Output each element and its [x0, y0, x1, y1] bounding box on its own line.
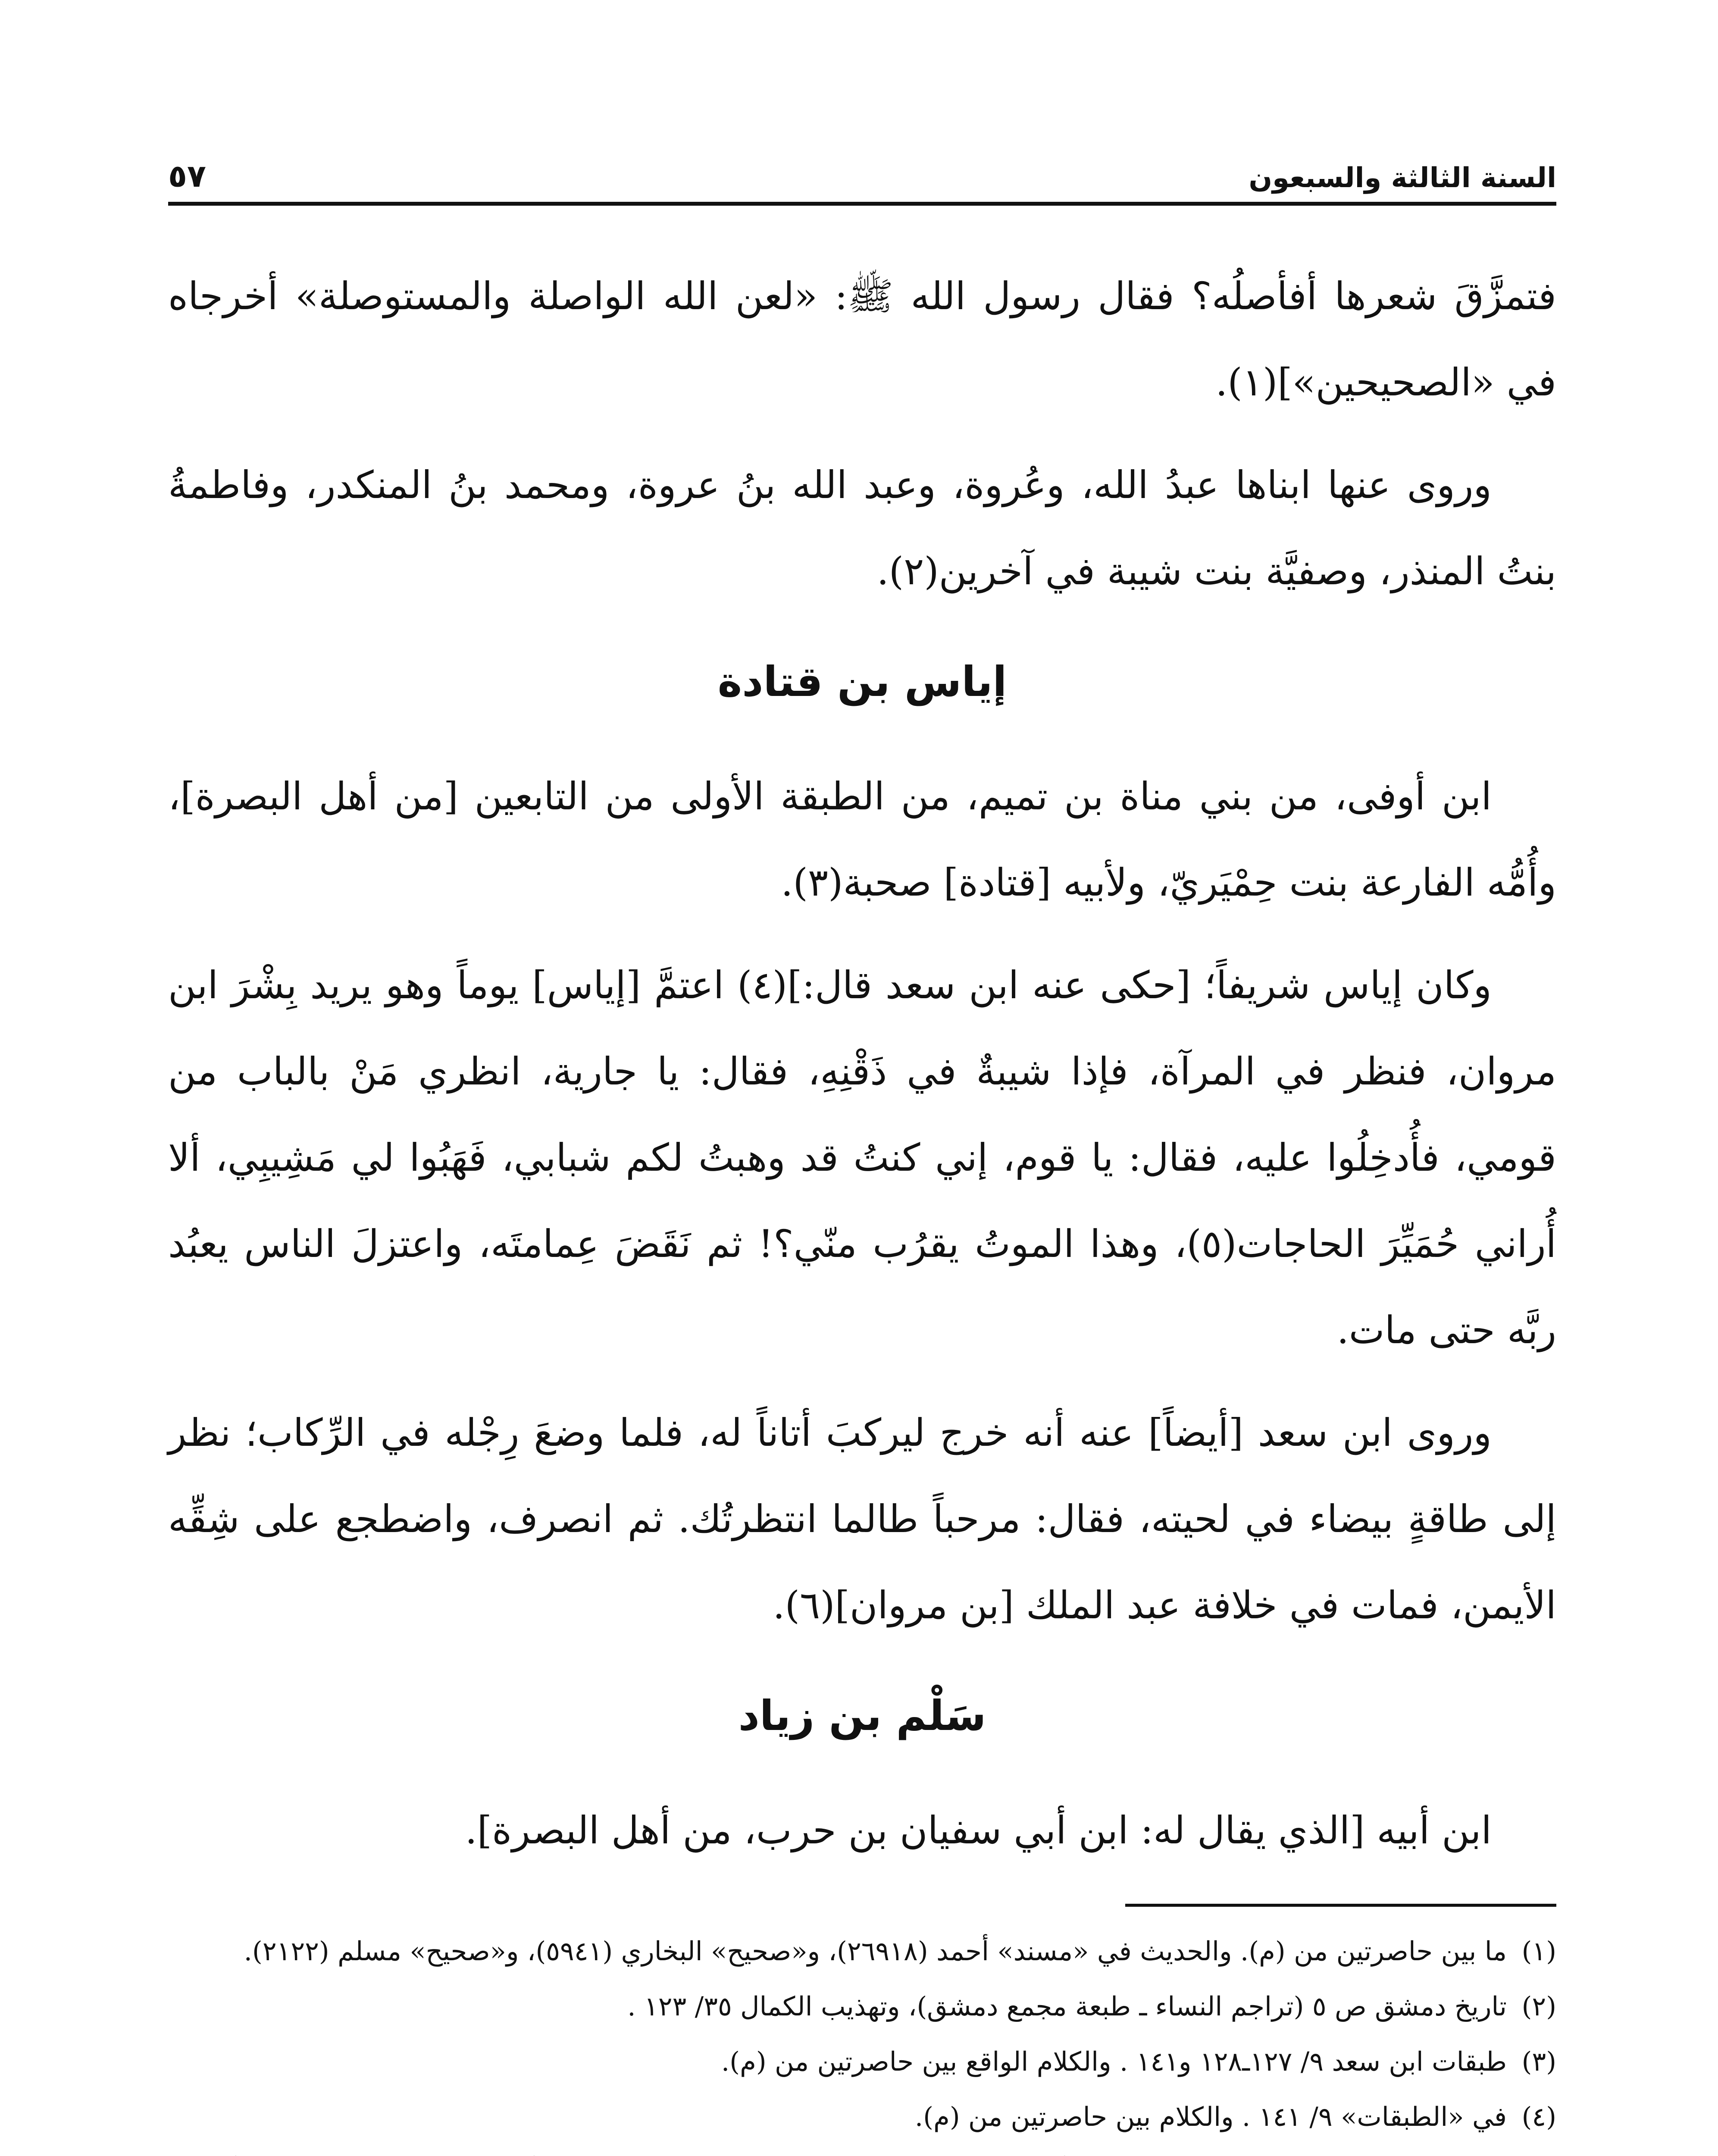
paragraph: ابن أوفى، من بني مناة بن تميم، من الطبقة الأولى من التابعين [من أهل البصرة]، وأُمُّه الفارعة بنت حِمْيَريّ، ولأبيه [قتادة] صحبة(٣).: [168, 774, 1556, 905]
paragraph: وروى ابن سعد [أيضاً] عنه أنه خرج ليركبَ أتاناً له، فلما وضعَ رِجْله في الرِّكاب؛ نظر إلى طاقةٍ بيضاء في لحيته، فقال: مرحباً طالما انتظرتُك. ثم انصرف، واضطجع على شِقِّه الأيمن، فمات في خلافة عبد الملك [بن مروان](٦).: [168, 1410, 1556, 1627]
footnote: [168, 1981, 1556, 2032]
footnote-number: [1507, 2147, 1556, 2156]
footnote-number: (٤): [1521, 2102, 1556, 2132]
footnote-text: في «الطبقات» ٩/ ١٤١ . والكلام بين حاصرتين من (م).: [914, 2102, 1507, 2132]
footnote-divider: [1125, 1904, 1556, 1907]
footnote: [168, 2092, 1556, 2143]
footnote: [168, 2147, 1556, 2156]
paragraph: وروى عنها ابناها عبدُ الله، وعُروة، وعبد الله بنُ عروة، ومحمد بنُ المنكدر، وفاطمةُ بنتُ المنذر، وصفيَّة بنت شيبة في آخرين(٢).: [168, 463, 1556, 593]
running-header: [168, 129, 1556, 206]
paragraph: ابن أبيه [الذي يقال له: ابن أبي سفيان بن حرب، من أهل البصرة].: [465, 1808, 1492, 1852]
paragraph: فتمزَّقَ شعرها أفأصلُه؟ فقال رسول الله ﷺ: «لعن الله الواصلة والمستوصلة» أخرجاه في «الصحيحين»](١).: [168, 274, 1556, 404]
page-content: [168, 129, 1556, 2156]
section-heading: إياس بن قتادة: [717, 658, 1007, 706]
footnote-text: طبقات ابن سعد ٩/ ١٢٧ـ١٢٨ و١٤١ . والكلام الواقع بين حاصرتين من (م).: [721, 2046, 1507, 2077]
footnote-text: تاريخ دمشق ص ٥ (تراجم النساء ـ طبعة مجمع دمشق)، وتهذيب الكمال ٣٥/ ١٢٣ .: [627, 1991, 1507, 2022]
footnote-text: ما بين حاصرتين من (م). والحديث في «مسند» أحمد (٢٦٩١٨)، و«صحيح» البخاري (٥٩٤١)، و«صحيح» مسلم (٢١٢٢).: [244, 1936, 1507, 1967]
footnote-text: [168, 2147, 1507, 2156]
footnote-number: (٣): [1521, 2046, 1556, 2077]
main-text: [168, 253, 1556, 1874]
footnote: [168, 2037, 1556, 2087]
footnote-number: (١): [1521, 1936, 1556, 1967]
footnote-number: (٢): [1521, 1991, 1556, 2022]
footnote: [168, 1926, 1556, 1977]
page-number: ٥٧: [168, 158, 206, 194]
footnotes: [168, 1926, 1556, 2156]
running-title: السنة الثالثة والسبعون: [1249, 162, 1556, 194]
section-heading: سَلْم بن زياد: [738, 1692, 986, 1740]
paragraph: وكان إياس شريفاً؛ [حكى عنه ابن سعد قال:](٤) اعتمَّ [إياس] يوماً وهو يريد بِشْرَ ابن مروان، فنظر في المرآة، فإذا شيبةٌ في ذَقْنِهِ، فقال: يا جارية، انظري مَنْ بالباب من قومي، فأُدخِلُوا عليه، فقال: يا قوم، إني كنتُ قد وهبتُ لكم شبابي، فَهَبُوا لي مَشِيبِي، ألا أُراني حُمَيِّرَ الحاجات(٥)، وهذا الموتُ يقرُب منّي؟! ثم نَقَضَ عِمامتَه، واعتزلَ الناس يعبُد ربَّه حتى مات.: [168, 963, 1557, 1352]
